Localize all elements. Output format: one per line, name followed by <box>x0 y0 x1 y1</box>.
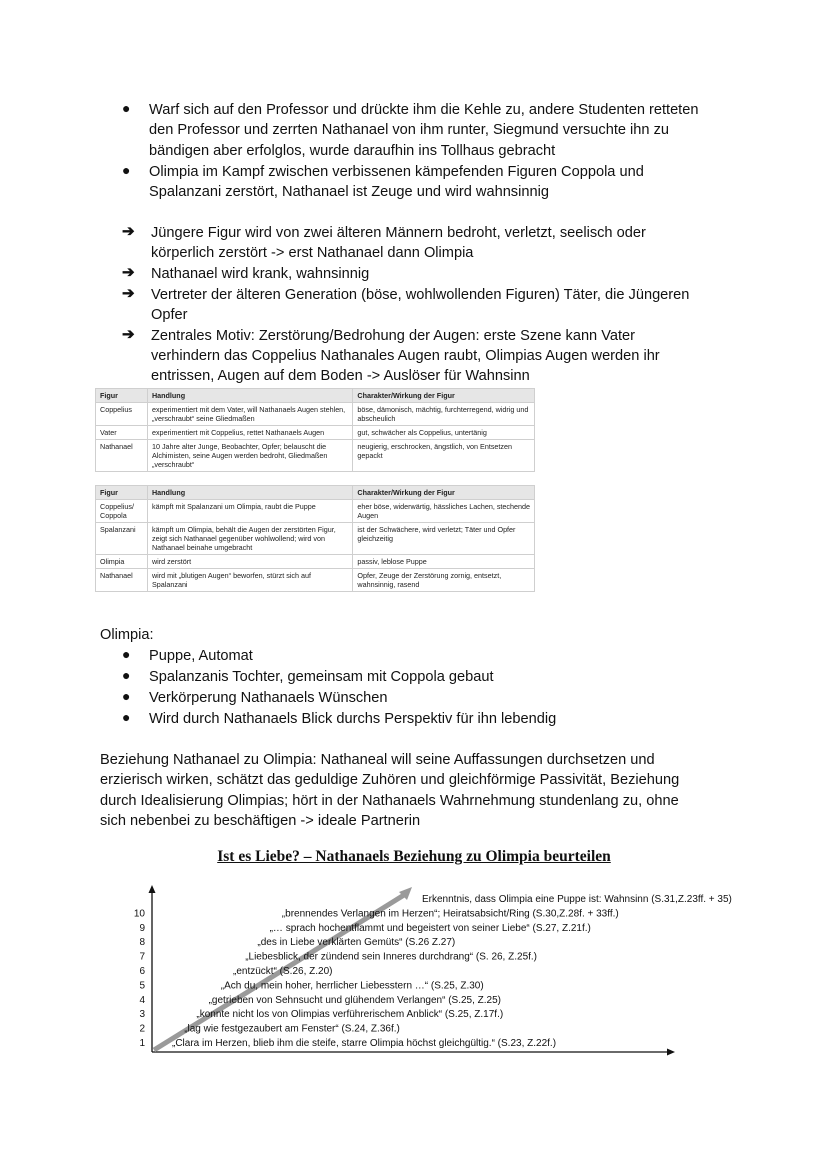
table-cell: Olimpia <box>96 555 148 569</box>
data-label: Erkenntnis, dass Olimpia eine Puppe ist: Wahnsinn (S.31,Z.23ff. + 35) <box>422 894 732 905</box>
y-tick-label: 4 <box>139 994 145 1006</box>
table-cell: Opfer, Zeuge der Zerstörung zornig, entsetzt, wahnsinnig, rasend <box>353 569 535 592</box>
text-line: Olimpia im Kampf zwischen verbissenen kämpefenden Figuren Coppola und <box>149 164 644 180</box>
data-label: „konnte nicht los von Olimpias verführerischem Anblick“ (S.25, Z.17f.) <box>196 1009 504 1021</box>
text-line: körperlich zerstört -> erst Nathanael dann Olimpia <box>151 245 474 261</box>
table-cell: kämpft um Olimpia, behält die Augen der zerstörten Figur, zeigt sich Nathanael gegenüber wohlwollend; wird von Nathanael beinahe umgebracht <box>147 523 352 555</box>
list-item: Spalanzanis Tochter, gemeinsam mit Coppola gebaut <box>149 669 494 685</box>
bullet-dot: ● <box>122 162 131 178</box>
x-axis-arrowhead <box>667 1049 675 1056</box>
table-header-cell: Handlung <box>147 486 352 500</box>
table-header-cell: Handlung <box>147 389 352 403</box>
text-line: Zentrales Motiv: Zerstörung/Bedrohung der Augen: erste Szene kann Vater <box>151 328 636 344</box>
table-cell: wird zerstört <box>147 555 352 569</box>
table-cell: gut, schwächer als Coppelius, untertänig <box>353 426 535 440</box>
table-cell: experimentiert mit dem Vater, will Nathanaels Augen stehlen, „verschraubt“ seine Gliedmaßen <box>147 403 352 426</box>
arrow-right-icon: ➔ <box>122 223 135 240</box>
data-label: „… sprach hochentflammt und begeistert von seiner Liebe“ (S.27, Z.21f.) <box>269 922 591 934</box>
arrow-right-icon: ➔ <box>122 285 135 302</box>
text-line: bändigen aber erfolglos, wurde daraufhin ins Tollhaus gebracht <box>149 143 556 159</box>
table-cell: Coppelius/ Coppola <box>96 500 148 523</box>
chart-ticks <box>134 908 146 1049</box>
y-axis-arrowhead <box>149 885 156 893</box>
table-cell: kämpft mit Spalanzani um Olimpia, raubt die Puppe <box>147 500 352 523</box>
table-cell: wird mit „blutigen Augen“ beworfen, stürzt sich auf Spalanzani <box>147 569 352 592</box>
data-label: „Liebesblick, der zündend sein Inneres durchdrang“ (S. 26, Z.25f.) <box>245 951 538 963</box>
data-label: „Clara im Herzen, blieb ihm die steife, starre Olimpia höchst gleichgültig.“ (S.23, Z.22f.) <box>172 1038 557 1049</box>
y-tick-label: 2 <box>139 1023 145 1035</box>
list-item: Wird durch Nathanaels Blick durchs Perspektiv für ihn lebendig <box>149 711 557 727</box>
bullet-dot: ● <box>122 646 131 662</box>
table-cell: passiv, leblose Puppe <box>353 555 535 569</box>
text-line: durch Idealisierung Olimpias; hört in der Nathanaels Wahrnehmung stundenlang zu, ohne <box>100 793 679 809</box>
table-cell: 10 Jahre alter Junge, Beobachter, Opfer; belauscht die Alchimisten, seine Augen werden bedroht, Gliedmaßen „verschraubt“ <box>147 440 352 472</box>
table-header-cell: Charakter/Wirkung der Figur <box>353 389 535 403</box>
table-cell: Coppelius <box>96 403 148 426</box>
bullet-dot: ● <box>122 667 131 683</box>
table-cell: böse, dämonisch, mächtig, furchterregend, widrig und abscheulich <box>353 403 535 426</box>
chart-title: Ist es Liebe? – Nathanaels Beziehung zu Olimpia beurteilen <box>217 848 611 865</box>
arrow-right-icon: ➔ <box>122 326 135 343</box>
text-line: Warf sich auf den Professor und drückte ihm die Kehle zu, andere Studenten retteten <box>149 102 699 118</box>
y-tick-label: 7 <box>139 951 145 963</box>
text-line: verhindern das Coppelius Nathanales Augen raubt, Olimpias Augen werden ihr <box>151 348 660 364</box>
text-line: Spalanzani zerstört, Nathanael ist Zeuge und wird wahnsinnig <box>149 184 549 200</box>
section-heading: Olimpia: <box>100 627 154 643</box>
text-line: Beziehung Nathanael zu Olimpia: Nathaneal will seine Auffassungen durchsetzen und <box>100 752 655 768</box>
text-line: entrissen, Augen auf dem Boden -> Auslöser für Wahnsinn <box>151 368 530 384</box>
arrow-right-icon: ➔ <box>122 264 135 281</box>
data-label: „lag wie festgezaubert am Fenster“ (S.24, Z.36f.) <box>184 1023 400 1035</box>
table-header-cell: Figur <box>96 486 148 500</box>
table-cell: Vater <box>96 426 148 440</box>
bullet-dot: ● <box>122 709 131 725</box>
bullet-dot: ● <box>122 688 131 704</box>
y-tick-label: 8 <box>139 937 145 949</box>
y-tick-label: 3 <box>139 1009 145 1021</box>
bullet-dot: ● <box>122 100 131 116</box>
text-line: erzierisch wirken, schätzt das geduldige Zuhören und gleichförmige Passivität, Beziehung <box>100 772 680 788</box>
text-line: sich nebenbei zu beschäftigen -> ideale Partnerin <box>100 813 421 829</box>
data-label: „getrieben von Sehnsucht und glühendem Verlangen“ (S.25, Z.25) <box>208 994 502 1006</box>
table-cell: neugierig, erschrocken, ängstlich, von Entsetzen gepackt <box>353 440 535 472</box>
table-header-cell: Figur <box>96 389 148 403</box>
text-line: Opfer <box>151 307 188 323</box>
y-tick-label: 10 <box>133 908 145 920</box>
y-tick-label: 9 <box>139 922 145 934</box>
chart-labels <box>172 894 732 1049</box>
data-label: „des in Liebe verklärten Gemüts“ (S.26 Z.27) <box>257 937 456 949</box>
table-cell: Nathanael <box>96 440 148 472</box>
data-label: „entzückt“ (S.26, Z.20) <box>233 966 333 977</box>
data-label: „brennendes Verlangen im Herzen“; Heiratsabsicht/Ring (S.30,Z.28f. + 33ff.) <box>281 908 619 920</box>
table-cell: Spalanzani <box>96 523 148 555</box>
list-item: Verkörperung Nathanaels Wünschen <box>149 690 388 706</box>
table-header-cell: Charakter/Wirkung der Figur <box>353 486 535 500</box>
y-tick-label: 6 <box>139 966 145 977</box>
list-item: Puppe, Automat <box>149 648 253 664</box>
text-line: Nathanael wird krank, wahnsinnig <box>151 266 370 282</box>
table-cell: Nathanael <box>96 569 148 592</box>
text-line: den Professor und zerrten Nathanael von ihm runter, Siegmund versuchte ihn zu <box>149 122 669 138</box>
table-cell: ist der Schwächere, wird verletzt; Täter und Opfer gleichzeitig <box>353 523 535 555</box>
text-line: Jüngere Figur wird von zwei älteren Männern bedroht, verletzt, seelisch oder <box>151 225 646 241</box>
table-cell: eher böse, widerwärtig, hässliches Lachen, stechende Augen <box>353 500 535 523</box>
y-tick-label: 1 <box>139 1038 145 1049</box>
y-tick-label: 5 <box>139 980 145 992</box>
data-label: „Ach du, mein hoher, herrlicher Liebesstern …“ (S.25, Z.30) <box>220 980 484 992</box>
text-line: Vertreter der älteren Generation (böse, wohlwollenden Figuren) Täter, die Jüngeren <box>151 287 690 303</box>
table-cell: experimentiert mit Coppelius, rettet Nathanaels Augen <box>147 426 352 440</box>
